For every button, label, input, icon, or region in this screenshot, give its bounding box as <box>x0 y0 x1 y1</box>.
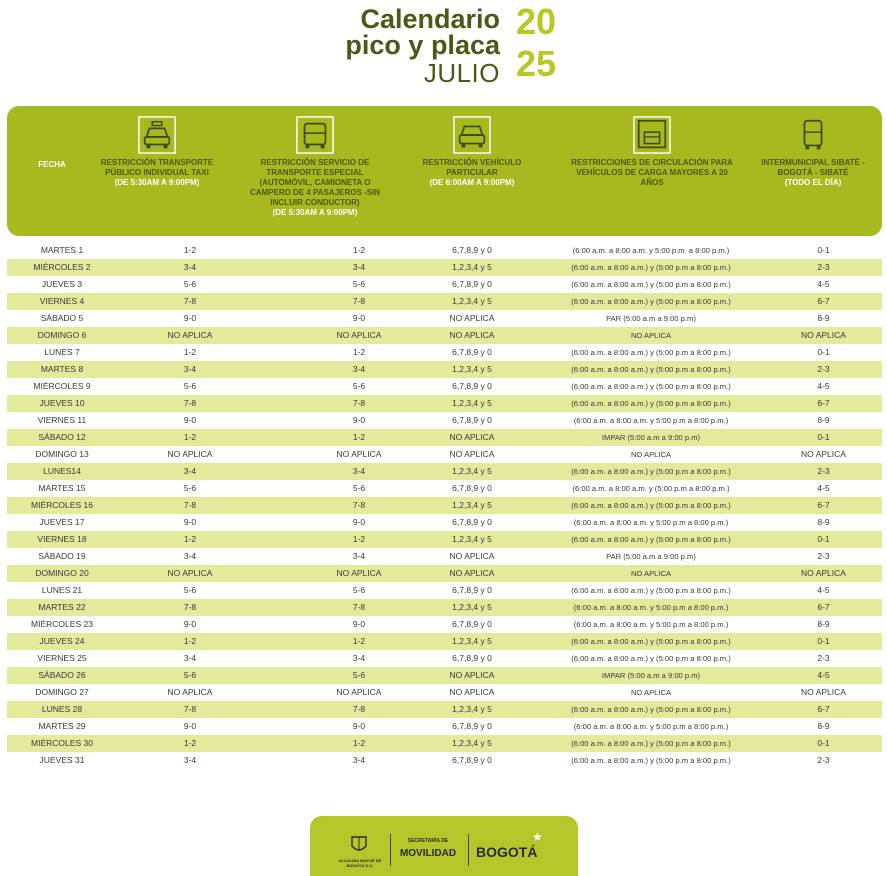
cell-intermunicipal: 6-7 <box>817 398 830 408</box>
cell-taxi: 5-6 <box>183 279 197 289</box>
cell-taxi: NO APLICA <box>167 687 213 697</box>
cell-particular: NO APLICA <box>449 313 495 323</box>
cell-carga: (6:00 a.m. a 8:00 a.m. y 5:00 p.m. a 8:00 p.m.) <box>572 246 730 255</box>
cell-particular: 6,7,8,9 y 0 <box>452 245 492 255</box>
cell-fecha: DOMINGO 20 <box>35 568 89 578</box>
cell-intermunicipal: 2-3 <box>817 755 830 765</box>
header-special-sub: (DE 5:30AM A 9:00PM) <box>272 208 358 217</box>
table-row <box>7 327 882 344</box>
header-fecha <box>7 106 97 236</box>
cell-carga: (6:00 a.m. a 8:00 a.m.) y (5:00 p.m a 8:00 p.m.) <box>571 739 731 748</box>
cell-intermunicipal: 0-1 <box>817 347 830 357</box>
cell-especial: 5-6 <box>352 381 366 391</box>
cell-particular: 1,2,3,4 y 5 <box>452 398 492 408</box>
cell-taxi: 3-4 <box>183 551 197 561</box>
cell-carga: NO APLICA <box>630 331 672 340</box>
header-taxi-label: RESTRICCIÓN TRANSPORTE PÚBLICO INDIVIDUAL TAXI <box>100 158 214 177</box>
cell-fecha: JUEVES 31 <box>39 755 85 765</box>
cell-intermunicipal: NO APLICA <box>801 449 846 459</box>
header-special <box>245 106 385 236</box>
table-row <box>7 480 882 497</box>
table-row <box>7 497 882 514</box>
header-taxi <box>97 106 217 236</box>
cell-fecha: MARTES 15 <box>38 483 86 493</box>
cell-especial: 3-4 <box>352 551 366 561</box>
cell-carga: (6:00 a.m. a 8:00 a.m.) y (5:00 p.m a 8:00 p.m.) <box>571 297 731 306</box>
cell-intermunicipal: 2-3 <box>817 551 830 561</box>
cell-particular: 6,7,8,9 y 0 <box>452 721 492 731</box>
cell-taxi: 5-6 <box>183 381 197 391</box>
cell-fecha: MARTES 8 <box>40 364 84 374</box>
car-icon <box>453 116 491 154</box>
cell-particular: 6,7,8,9 y 0 <box>452 347 492 357</box>
cell-particular: 6,7,8,9 y 0 <box>452 619 492 629</box>
cell-fecha: MIÉRCOLES 2 <box>33 262 91 272</box>
cell-especial: NO APLICA <box>336 330 382 340</box>
title-block <box>336 2 586 90</box>
cell-especial: 5-6 <box>352 670 366 680</box>
cell-especial: 7-8 <box>352 602 366 612</box>
cell-carga: NO APLICA <box>630 569 672 578</box>
cell-particular: NO APLICA <box>449 670 495 680</box>
cell-carga: (6:00 a.m. a 8:00 a.m.) y (5:00 p.m a 8:00 p.m.) <box>571 654 731 663</box>
cell-fecha: MIÉRCOLES 16 <box>31 500 93 510</box>
title-line-2: pico y placa <box>345 30 500 60</box>
cell-taxi: 3-4 <box>183 653 197 663</box>
cell-taxi: 9-0 <box>183 721 197 731</box>
cell-taxi: 1-2 <box>183 432 197 442</box>
cell-especial: 9-0 <box>352 313 366 323</box>
cell-particular: 1,2,3,4 y 5 <box>452 364 492 374</box>
cell-taxi: 5-6 <box>183 670 197 680</box>
cell-especial: 3-4 <box>352 364 366 374</box>
cell-carga: (6:00 a.m. a 8:00 a.m.) y (5:00 p.m a 8:00 p.m.) <box>571 756 731 765</box>
cell-fecha: LUNES 7 <box>44 347 80 357</box>
cell-fecha: VIERNES 18 <box>37 534 87 544</box>
cell-particular: 6,7,8,9 y 0 <box>452 653 492 663</box>
cell-carga: PAR (5:00 a.m a 9:00 p.m) <box>606 552 696 561</box>
cell-intermunicipal: 4-5 <box>817 670 830 680</box>
cell-especial: 3-4 <box>352 466 366 476</box>
cell-carga: (6:00 a.m. a 8:00 a.m.) y (5:00 p.m a 8:00 p.m.) <box>571 586 731 595</box>
cell-fecha: MIÉRCOLES 30 <box>31 738 93 748</box>
cell-carga: (6:00 a.m. a 8:00 a.m.) y (5:00 p.m a 8:00 p.m.) <box>571 280 731 289</box>
cell-fecha: LUNES14 <box>43 466 81 476</box>
cell-especial: 5-6 <box>352 483 366 493</box>
cell-especial: 9-0 <box>352 517 366 527</box>
table-row <box>7 446 882 463</box>
cell-intermunicipal: 4-5 <box>817 483 830 493</box>
cell-carga: (6:00 a.m. a 8:00 a.m.) y (5:00 p.m a 8:00 p.m.) <box>571 535 731 544</box>
cell-fecha: MARTES 1 <box>40 245 84 255</box>
cell-taxi: 7-8 <box>183 602 197 612</box>
table-row <box>7 395 882 412</box>
cell-carga: PAR (5:00 a.m a 9:00 p.m) <box>606 314 696 323</box>
table-row <box>7 633 882 650</box>
truck-icon <box>633 116 671 154</box>
cell-particular: NO APLICA <box>449 330 495 340</box>
table-row <box>7 735 882 752</box>
cell-taxi: 1-2 <box>183 636 197 646</box>
cell-intermunicipal: 6-7 <box>817 296 830 306</box>
cell-fecha: SÁBADO 26 <box>38 670 86 680</box>
cell-particular: NO APLICA <box>449 432 495 442</box>
cell-carga: (6:00 a.m. a 8:00 a.m.) y (5:00 p.m a 8:00 p.m.) <box>571 399 731 408</box>
title-line-1: Calendario <box>360 4 500 34</box>
cell-especial: 7-8 <box>352 398 366 408</box>
cell-fecha: VIERNES 4 <box>39 296 85 306</box>
cell-intermunicipal: 2-3 <box>817 364 830 374</box>
cell-especial: NO APLICA <box>336 568 382 578</box>
cell-particular: 6,7,8,9 y 0 <box>452 279 492 289</box>
cell-taxi: 9-0 <box>183 415 197 425</box>
cell-carga: IMPAR (5:00 a.m a 9:00 p.m) <box>601 671 701 680</box>
header-particular-sub: (DE 6:00AM A 9:00PM) <box>429 178 515 187</box>
cell-intermunicipal: 8-9 <box>817 619 830 629</box>
cell-taxi: 7-8 <box>183 704 197 714</box>
table-row <box>7 361 882 378</box>
cell-carga: (6:00 a.m. a 8:00 a.m. y 5:00 p.m a 8:00 p.m.) <box>573 416 729 425</box>
cell-intermunicipal: 6-7 <box>817 500 830 510</box>
table-row <box>7 531 882 548</box>
header-particular <box>407 106 537 236</box>
header-fecha-label: FECHA <box>38 160 66 169</box>
table-header <box>7 106 882 236</box>
bus-icon <box>794 116 832 154</box>
cell-particular: 1,2,3,4 y 5 <box>452 500 492 510</box>
cell-fecha: VIERNES 25 <box>37 653 87 663</box>
cell-especial: 1-2 <box>352 738 366 748</box>
cell-especial: 3-4 <box>352 653 366 663</box>
cell-taxi: 5-6 <box>183 585 197 595</box>
table-row <box>7 514 882 531</box>
cell-particular: 1,2,3,4 y 5 <box>452 534 492 544</box>
cell-intermunicipal: 2-3 <box>817 466 830 476</box>
cell-intermunicipal: 4-5 <box>817 381 830 391</box>
header-carga <box>567 106 737 236</box>
table-row <box>7 242 882 259</box>
cell-taxi: 9-0 <box>183 517 197 527</box>
cell-especial: 5-6 <box>352 279 366 289</box>
footer-bogota: BOGOTÁ <box>476 844 538 860</box>
cell-intermunicipal: 0-1 <box>817 245 830 255</box>
cell-carga: (6:00 a.m. a 8:00 a.m. y 5:00 p.m a 8:00 p.m.) <box>573 603 729 612</box>
cell-especial: 1-2 <box>352 534 366 544</box>
cell-taxi: NO APLICA <box>167 568 213 578</box>
cell-intermunicipal: 8-9 <box>817 313 830 323</box>
crest-icon <box>348 834 370 856</box>
table-row <box>7 429 882 446</box>
cell-taxi: 7-8 <box>183 398 197 408</box>
cell-particular: NO APLICA <box>449 449 495 459</box>
cell-intermunicipal: 6-7 <box>817 704 830 714</box>
title-year-top: 20 <box>516 1 557 42</box>
cell-taxi: 5-6 <box>183 483 197 493</box>
table-row <box>7 684 882 701</box>
cell-especial: NO APLICA <box>336 687 382 697</box>
cell-intermunicipal: 2-3 <box>817 262 830 272</box>
table-body <box>7 242 882 769</box>
cell-especial: 1-2 <box>352 245 366 255</box>
cell-fecha: DOMINGO 27 <box>35 687 89 697</box>
cell-carga: (6:00 a.m. a 8:00 a.m.) y (5:00 p.m a 8:00 p.m.) <box>571 467 731 476</box>
cell-taxi: 3-4 <box>183 755 197 765</box>
cell-carga: (6:00 a.m. a 8:00 a.m.) y (5:00 p.m a 8:00 p.m.) <box>571 501 731 510</box>
cell-particular: NO APLICA <box>449 687 495 697</box>
cell-carga: (6:00 a.m. a 8:00 a.m.) y (5:00 p.m a 8:00 p.m.) <box>571 365 731 374</box>
table-row <box>7 412 882 429</box>
cell-particular: NO APLICA <box>449 551 495 561</box>
cell-particular: NO APLICA <box>449 568 495 578</box>
footer-divider-1 <box>390 834 391 866</box>
cell-especial: 3-4 <box>352 755 366 765</box>
cell-taxi: 3-4 <box>183 466 197 476</box>
cell-taxi: NO APLICA <box>167 449 213 459</box>
cell-taxi: 9-0 <box>183 313 197 323</box>
footer-divider-2 <box>468 834 469 866</box>
cell-especial: 1-2 <box>352 636 366 646</box>
cell-carga: (6:00 a.m. a 8:00 a.m. y 5:00 p.m a 8:00 p.m.) <box>573 722 729 731</box>
cell-carga: (6:00 a.m. a 8:00 a.m.) y (5:00 p.m a 8:00 p.m.) <box>571 705 731 714</box>
cell-carga: (6:00 a.m. a 8:00 a.m.) y (5:00 p.m a 8:00 p.m.) <box>571 382 731 391</box>
title-year-bottom: 25 <box>516 43 557 84</box>
cell-particular: 1,2,3,4 y 5 <box>452 466 492 476</box>
cell-intermunicipal: 4-5 <box>817 279 830 289</box>
cell-especial: 9-0 <box>352 721 366 731</box>
cell-carga: (6:00 a.m. a 8:00 a.m. y 5:00 p.m a 8:00 p.m.) <box>573 620 729 629</box>
cell-especial: 7-8 <box>352 296 366 306</box>
table-row <box>7 378 882 395</box>
cell-intermunicipal: 8-9 <box>817 415 830 425</box>
table-row <box>7 650 882 667</box>
cell-especial: 9-0 <box>352 619 366 629</box>
cell-particular: 6,7,8,9 y 0 <box>452 517 492 527</box>
cell-intermunicipal: 0-1 <box>817 636 830 646</box>
cell-fecha: MARTES 29 <box>38 721 86 731</box>
cell-carga: (6:00 a.m. a 8:00 a.m.) y (5:00 p.m a 8:00 p.m.) <box>571 263 731 272</box>
table-row <box>7 548 882 565</box>
table-row <box>7 582 882 599</box>
cell-intermunicipal: 0-1 <box>817 534 830 544</box>
cell-taxi: 3-4 <box>183 262 197 272</box>
cell-particular: 6,7,8,9 y 0 <box>452 755 492 765</box>
table-row <box>7 752 882 769</box>
cell-particular: 6,7,8,9 y 0 <box>452 483 492 493</box>
cell-taxi: NO APLICA <box>167 330 213 340</box>
cell-intermunicipal: NO APLICA <box>801 330 846 340</box>
footer-movilidad: MOVILIDAD <box>399 848 457 859</box>
table-row <box>7 276 882 293</box>
table-row <box>7 565 882 582</box>
cell-intermunicipal: NO APLICA <box>801 687 846 697</box>
header-special-label: RESTRICCIÓN SERVICIO DE TRANSPORTE ESPECIAL (AUTOMÓVIL, CAMIONETA O CAMPERO DE 4 PASAJEROS -SIN INCLUIR CONDUCTOR) <box>249 158 381 207</box>
cell-particular: 6,7,8,9 y 0 <box>452 415 492 425</box>
header-intermunicipal-label: INTERMUNICIPAL SIBATÉ - BOGOTÁ - SIBATÉ <box>761 158 865 177</box>
table-row <box>7 718 882 735</box>
table-row <box>7 616 882 633</box>
cell-carga: NO APLICA <box>630 688 672 697</box>
van-icon <box>296 116 334 154</box>
cell-fecha: LUNES 21 <box>41 585 83 595</box>
cell-especial: NO APLICA <box>336 449 382 459</box>
cell-intermunicipal: 4-5 <box>817 585 830 595</box>
header-intermunicipal <box>755 106 871 236</box>
cell-especial: 5-6 <box>352 585 366 595</box>
cell-carga: (6:00 a.m. a 8:00 a.m. y (5:00 p.m a 8:00 p.m.) <box>572 484 730 493</box>
cell-carga: IMPAR (5:00 a.m a 9:00 p.m) <box>601 433 701 442</box>
table-row <box>7 310 882 327</box>
cell-intermunicipal: 0-1 <box>817 432 830 442</box>
cell-carga: NO APLICA <box>630 450 672 459</box>
table-row <box>7 259 882 276</box>
cell-carga: (6:00 a.m. a 8:00 a.m.) y (5:00 p.m a 8:00 p.m.) <box>571 348 731 357</box>
cell-particular: 1,2,3,4 y 5 <box>452 602 492 612</box>
cell-particular: 1,2,3,4 y 5 <box>452 296 492 306</box>
cell-carga: (6:00 a.m. a 8:00 a.m. y 5:00 p.m a 8:00 p.m.) <box>573 518 729 527</box>
cell-fecha: SÁBADO 5 <box>40 313 84 323</box>
cell-particular: 6,7,8,9 y 0 <box>452 381 492 391</box>
cell-taxi: 3-4 <box>183 364 197 374</box>
cell-fecha: JUEVES 17 <box>39 517 85 527</box>
cell-particular: 1,2,3,4 y 5 <box>452 262 492 272</box>
cell-taxi: 1-2 <box>183 738 197 748</box>
cell-particular: 1,2,3,4 y 5 <box>452 636 492 646</box>
cell-especial: 7-8 <box>352 704 366 714</box>
cell-particular: 6,7,8,9 y 0 <box>452 585 492 595</box>
taxi-icon <box>138 116 176 154</box>
cell-intermunicipal: 8-9 <box>817 517 830 527</box>
cell-taxi: 9-0 <box>183 619 197 629</box>
cell-especial: 1-2 <box>352 432 366 442</box>
cell-intermunicipal: 2-3 <box>817 653 830 663</box>
cell-intermunicipal: 6-7 <box>817 602 830 612</box>
cell-fecha: SÁBADO 19 <box>38 551 86 561</box>
cell-fecha: DOMINGO 6 <box>37 330 87 340</box>
cell-especial: 7-8 <box>352 500 366 510</box>
table-row <box>7 701 882 718</box>
cell-fecha: JUEVES 10 <box>39 398 85 408</box>
footer-logos <box>310 816 578 876</box>
table-row <box>7 344 882 361</box>
cell-taxi: 1-2 <box>183 245 197 255</box>
cell-especial: 9-0 <box>352 415 366 425</box>
cell-intermunicipal: 8-9 <box>817 721 830 731</box>
footer-secretaria: SECRETARÍA DE <box>407 838 449 844</box>
cell-fecha: DOMINGO 13 <box>35 449 89 459</box>
cell-carga: (6:00 a.m. a 8:00 a.m.) y (5:00 p.m a 8:00 p.m.) <box>571 637 731 646</box>
cell-particular: 1,2,3,4 y 5 <box>452 704 492 714</box>
cell-especial: 3-4 <box>352 262 366 272</box>
table-row <box>7 599 882 616</box>
cell-fecha: LUNES 28 <box>41 704 83 714</box>
cell-fecha: MIÉRCOLES 9 <box>33 381 91 391</box>
cell-fecha: JUEVES 24 <box>39 636 85 646</box>
table-row <box>7 463 882 480</box>
star-icon: ★ <box>532 830 543 844</box>
header-intermunicipal-sub: (TODO EL DÍA) <box>784 178 842 187</box>
footer-alcaldia: ALCALDÍA MAYOR DE BOGOTÁ D.C. <box>338 858 382 868</box>
cell-taxi: 7-8 <box>183 296 197 306</box>
title-month: JULIO <box>423 58 500 88</box>
cell-fecha: VIERNES 11 <box>37 415 87 425</box>
cell-fecha: MIÉRCOLES 23 <box>31 619 93 629</box>
cell-fecha: SÁBADO 12 <box>38 432 86 442</box>
cell-intermunicipal: 0-1 <box>817 738 830 748</box>
cell-taxi: 7-8 <box>183 500 197 510</box>
cell-fecha: JUEVES 3 <box>41 279 83 289</box>
table-row <box>7 667 882 684</box>
cell-fecha: MARTES 22 <box>38 602 86 612</box>
header-carga-label: RESTRICCIONES DE CIRCULACIÓN PARA VEHÍCULOS DE CARGA MAYORES A 20 AÑOS <box>571 158 733 187</box>
cell-taxi: 1-2 <box>183 534 197 544</box>
cell-intermunicipal: NO APLICA <box>801 568 846 578</box>
cell-particular: 1,2,3,4 y 5 <box>452 738 492 748</box>
table-row <box>7 293 882 310</box>
cell-especial: 1-2 <box>352 347 366 357</box>
header-particular-label: RESTRICCIÓN VEHÍCULO PARTICULAR <box>422 158 522 177</box>
cell-taxi: 1-2 <box>183 347 197 357</box>
header-taxi-sub: (DE 5:30AM A 9:00PM) <box>114 178 200 187</box>
